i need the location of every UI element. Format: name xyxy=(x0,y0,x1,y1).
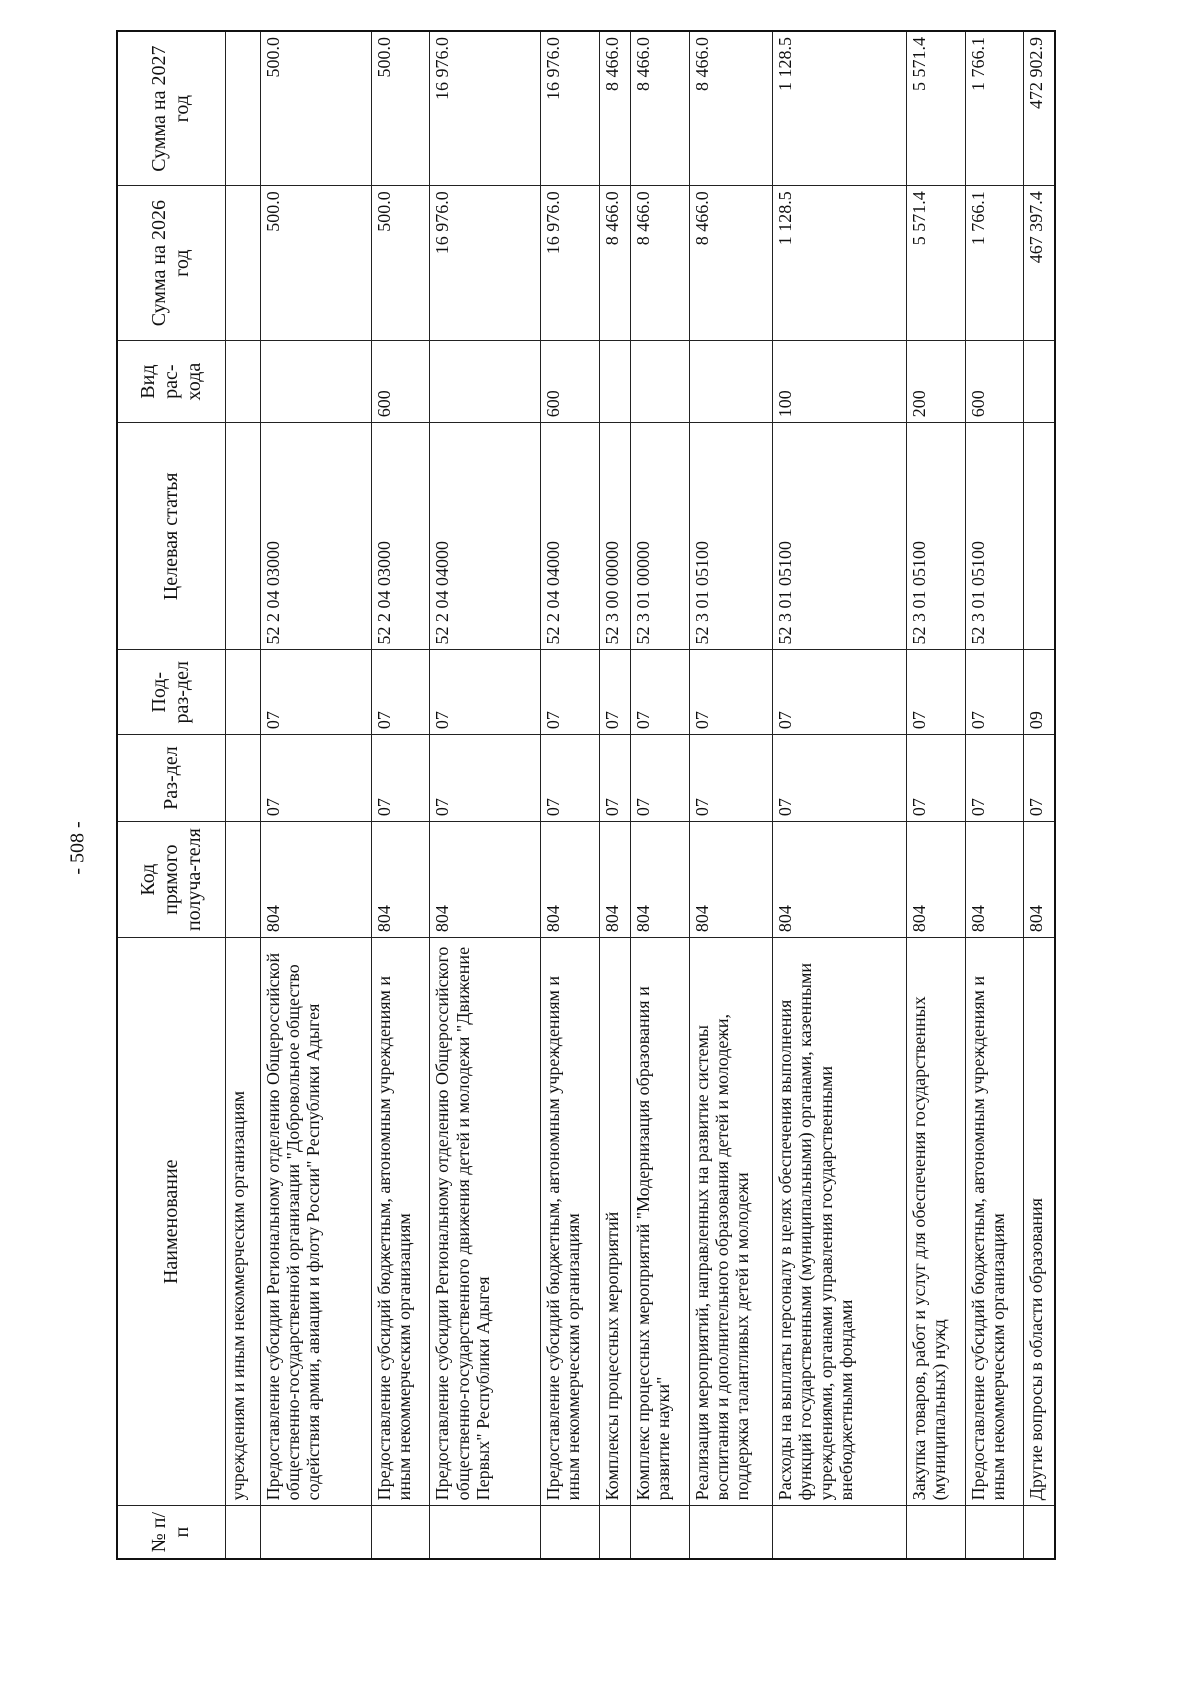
row-expense: 600 xyxy=(965,341,1024,423)
row-section: 07 xyxy=(773,735,907,822)
table-row xyxy=(371,31,430,1559)
row-target: 52 2 04 03000 xyxy=(371,423,430,650)
row-recipient: 804 xyxy=(261,822,372,938)
row-name: учреждениям и иным некоммерческим организациям xyxy=(225,938,261,1506)
row-expense: 600 xyxy=(541,341,600,423)
row-name: Предоставление субсидий бюджетным, автономным учреждениям и иным некоммерческим организациям xyxy=(965,938,1024,1506)
row-subsection: 07 xyxy=(965,650,1024,735)
row-section: 07 xyxy=(907,735,966,822)
row-name: Предоставление субсидии Региональному отделению Общероссийского общественно-государственного движения детей и молодежи "Движение Первых" Республики Адыгея xyxy=(430,938,541,1506)
header-num: № п/п xyxy=(117,1506,225,1559)
row-subsection: 07 xyxy=(541,650,600,735)
row-sum-2026: 16 976.0 xyxy=(541,186,600,341)
row-sum-2027: 472 902.9 xyxy=(1024,31,1055,186)
row-target xyxy=(225,423,261,650)
row-sum-2027: 8 466.0 xyxy=(631,31,690,186)
row-sum-2027: 500.0 xyxy=(371,31,430,186)
row-target: 52 2 04 03000 xyxy=(261,423,372,650)
row-target: 52 3 01 05100 xyxy=(773,423,907,650)
row-recipient xyxy=(225,822,261,938)
row-expense: 200 xyxy=(907,341,966,423)
row-sum-2027: 500.0 xyxy=(261,31,372,186)
row-recipient: 804 xyxy=(541,822,600,938)
row-name: Комплекс процессных мероприятий "Модернизация образования и развитие науки" xyxy=(631,938,690,1506)
table-row xyxy=(430,31,541,1559)
row-recipient: 804 xyxy=(1024,822,1055,938)
row-sum-2026: 8 466.0 xyxy=(689,186,773,341)
row-target: 52 3 01 00000 xyxy=(631,423,690,650)
row-num xyxy=(430,1506,541,1559)
row-num xyxy=(965,1506,1024,1559)
row-target: 52 3 00 00000 xyxy=(599,423,630,650)
row-name: Предоставление субсидии Региональному отделению Общероссийской общественно-государственной организации "Добровольное общество содействия армии, авиации и флоту России" Республики Адыгея xyxy=(261,938,372,1506)
budget-table xyxy=(116,30,1056,1560)
table-row xyxy=(773,31,907,1559)
row-sum-2026: 16 976.0 xyxy=(430,186,541,341)
row-section: 07 xyxy=(430,735,541,822)
header-section: Раз-дел xyxy=(117,735,225,822)
row-target: 52 3 01 05100 xyxy=(689,423,773,650)
row-recipient: 804 xyxy=(371,822,430,938)
row-sum-2026: 8 466.0 xyxy=(631,186,690,341)
row-num xyxy=(631,1506,690,1559)
row-section: 07 xyxy=(541,735,600,822)
row-section: 07 xyxy=(631,735,690,822)
row-section xyxy=(225,735,261,822)
row-num xyxy=(371,1506,430,1559)
row-sum-2026: 467 397.4 xyxy=(1024,186,1055,341)
header-name: Наименование xyxy=(117,938,225,1506)
table-row xyxy=(261,31,372,1559)
row-subsection: 07 xyxy=(430,650,541,735)
row-target xyxy=(1024,423,1055,650)
row-subsection: 07 xyxy=(689,650,773,735)
row-num xyxy=(1024,1506,1055,1559)
row-target: 52 3 01 05100 xyxy=(965,423,1024,650)
row-name: Предоставление субсидий бюджетным, автономным учреждениям и иным некоммерческим организациям xyxy=(541,938,600,1506)
table-row xyxy=(225,31,261,1559)
table-row xyxy=(907,31,966,1559)
header-target: Целевая статья xyxy=(117,423,225,650)
row-num xyxy=(225,1506,261,1559)
row-section: 07 xyxy=(1024,735,1055,822)
row-subsection: 07 xyxy=(599,650,630,735)
table-header-row xyxy=(117,31,225,1559)
header-subsection: Под-раз-дел xyxy=(117,650,225,735)
table-row xyxy=(541,31,600,1559)
row-expense: 600 xyxy=(371,341,430,423)
row-sum-2027: 5 571.4 xyxy=(907,31,966,186)
row-recipient: 804 xyxy=(773,822,907,938)
row-section: 07 xyxy=(371,735,430,822)
row-num xyxy=(907,1506,966,1559)
row-recipient: 804 xyxy=(689,822,773,938)
row-name: Реализация мероприятий, направленных на развитие системы воспитания и дополнительного образования детей и молодежи, поддержка талантливых детей и молодежи xyxy=(689,938,773,1506)
row-subsection: 07 xyxy=(261,650,372,735)
row-expense xyxy=(430,341,541,423)
row-expense: 100 xyxy=(773,341,907,423)
row-subsection: 07 xyxy=(907,650,966,735)
row-expense xyxy=(225,341,261,423)
row-name: Другие вопросы в области образования xyxy=(1024,938,1055,1506)
row-subsection xyxy=(225,650,261,735)
row-section: 07 xyxy=(965,735,1024,822)
row-num xyxy=(599,1506,630,1559)
row-section: 07 xyxy=(599,735,630,822)
row-expense xyxy=(599,341,630,423)
row-recipient: 804 xyxy=(599,822,630,938)
row-sum-2026: 1 128.5 xyxy=(773,186,907,341)
table-row xyxy=(599,31,630,1559)
header-recipient: Код прямого получа-теля xyxy=(117,822,225,938)
row-expense xyxy=(261,341,372,423)
row-target: 52 2 04 04000 xyxy=(430,423,541,650)
header-expense: Вид рас-хода xyxy=(117,341,225,423)
row-name: Предоставление субсидий бюджетным, автономным учреждениям и иным некоммерческим организациям xyxy=(371,938,430,1506)
row-subsection: 07 xyxy=(371,650,430,735)
row-sum-2027: 16 976.0 xyxy=(430,31,541,186)
row-name: Комплексы процессных мероприятий xyxy=(599,938,630,1506)
row-num xyxy=(261,1506,372,1559)
table-row xyxy=(689,31,773,1559)
row-sum-2026: 5 571.4 xyxy=(907,186,966,341)
row-sum-2026: 500.0 xyxy=(371,186,430,341)
row-subsection: 07 xyxy=(773,650,907,735)
table-row xyxy=(631,31,690,1559)
row-sum-2026: 8 466.0 xyxy=(599,186,630,341)
row-sum-2026 xyxy=(225,186,261,341)
row-num xyxy=(689,1506,773,1559)
table-row xyxy=(965,31,1024,1559)
row-name: Закупка товаров, работ и услуг для обеспечения государственных (муниципальных) нужд xyxy=(907,938,966,1506)
row-num xyxy=(773,1506,907,1559)
row-recipient: 804 xyxy=(631,822,690,938)
table-row xyxy=(1024,31,1055,1559)
row-expense xyxy=(1024,341,1055,423)
row-sum-2027: 16 976.0 xyxy=(541,31,600,186)
row-num xyxy=(541,1506,600,1559)
page-number: - 508 - xyxy=(66,821,89,875)
row-sum-2027: 1 766.1 xyxy=(965,31,1024,186)
row-recipient: 804 xyxy=(907,822,966,938)
header-sum-2026: Сумма на 2026 год xyxy=(117,186,225,341)
row-sum-2027: 1 128.5 xyxy=(773,31,907,186)
row-subsection: 07 xyxy=(631,650,690,735)
row-sum-2027: 8 466.0 xyxy=(599,31,630,186)
row-sum-2027: 8 466.0 xyxy=(689,31,773,186)
row-section: 07 xyxy=(261,735,372,822)
row-target: 52 2 04 04000 xyxy=(541,423,600,650)
row-sum-2026: 1 766.1 xyxy=(965,186,1024,341)
rotated-table-wrapper xyxy=(116,30,1056,1560)
row-sum-2026: 500.0 xyxy=(261,186,372,341)
row-subsection: 09 xyxy=(1024,650,1055,735)
row-recipient: 804 xyxy=(430,822,541,938)
header-sum-2027: Сумма на 2027 год xyxy=(117,31,225,186)
row-target: 52 3 01 05100 xyxy=(907,423,966,650)
row-expense xyxy=(689,341,773,423)
row-section: 07 xyxy=(689,735,773,822)
row-recipient: 804 xyxy=(965,822,1024,938)
row-name: Расходы на выплаты персоналу в целях обеспечения выполнения функций государственными (муниципальными) органами, казенными учреждениями, органами управления государственными внебюджетными фондами xyxy=(773,938,907,1506)
row-expense xyxy=(631,341,690,423)
row-sum-2027 xyxy=(225,31,261,186)
